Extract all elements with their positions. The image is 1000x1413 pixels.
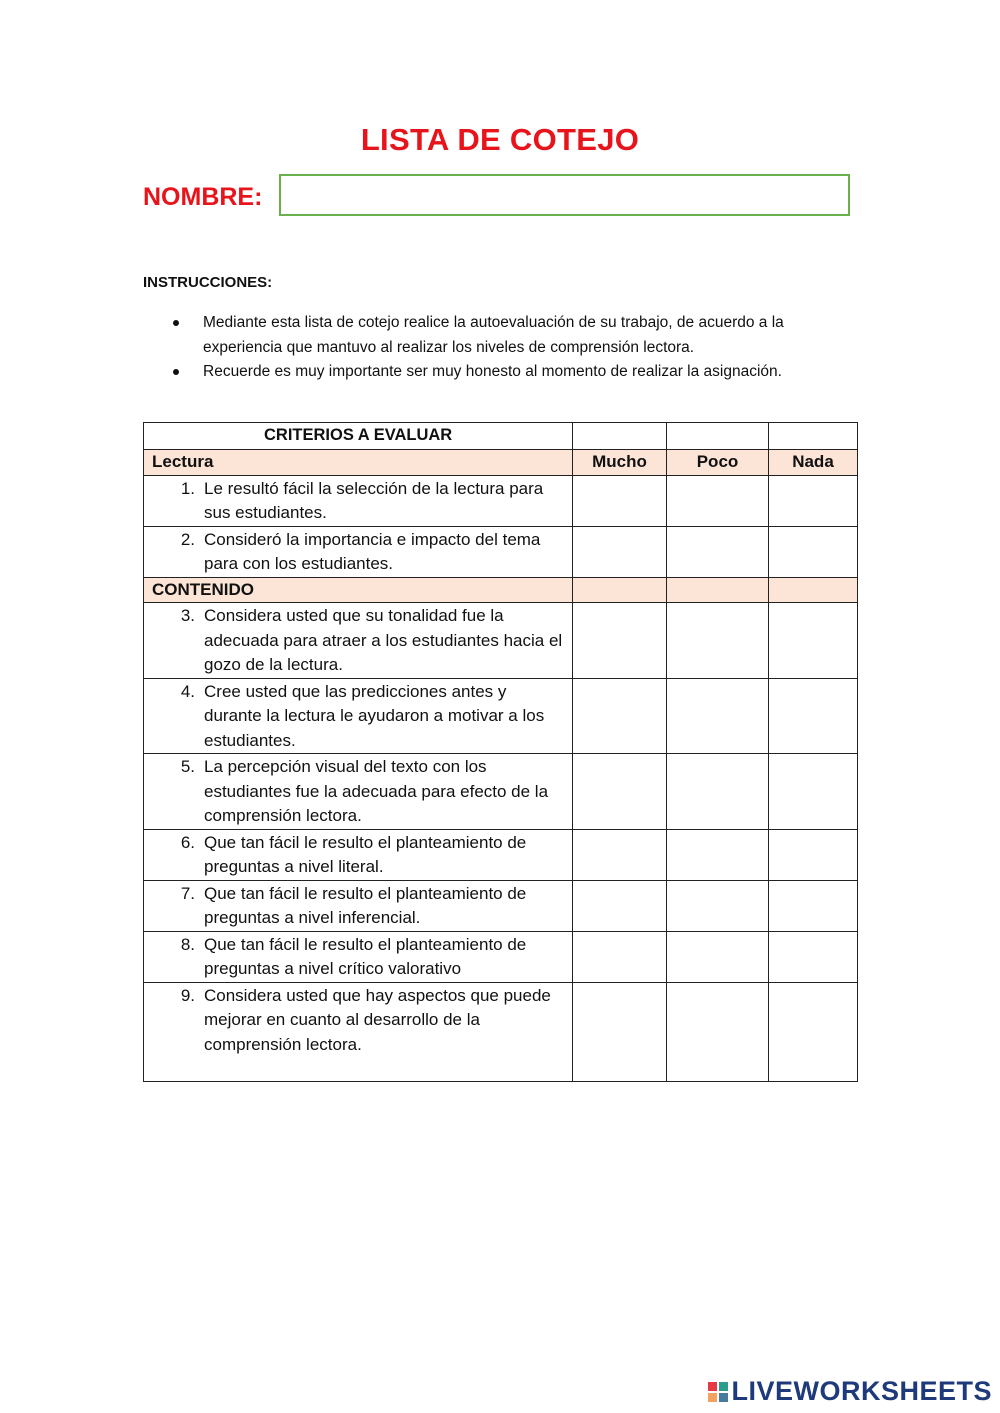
logo-icon	[708, 1382, 728, 1402]
liveworksheets-logo	[708, 1376, 992, 1407]
table-row	[144, 526, 858, 577]
answer-cell-nada[interactable]	[769, 880, 858, 931]
column-header-mucho: Mucho	[573, 450, 667, 476]
section-label: Lectura	[144, 450, 573, 476]
answer-cell-poco[interactable]	[667, 880, 769, 931]
section-empty-cell	[573, 577, 667, 603]
instruction-text: Recuerde es muy importante ser muy honesto al momento de realizar la asignación.	[203, 363, 782, 380]
criteria-header: CRITERIOS A EVALUAR	[144, 423, 573, 450]
logo-text: LIVEWORKSHEETS	[731, 1376, 992, 1406]
criterion-cell	[144, 931, 573, 982]
item-text: Considera usted que hay aspectos que puede mejorar en cuanto al desarrollo de la comprensión lectora.	[204, 985, 551, 1054]
item-number: 3.	[180, 606, 195, 625]
item-number: 9.	[180, 985, 195, 1005]
section-empty-cell	[769, 577, 858, 603]
answer-cell-mucho[interactable]	[573, 526, 667, 577]
item-text: Considera usted que su tonalidad fue la adecuada para atraer a los estudiantes hacia el gozo de la lectura.	[204, 606, 563, 674]
section-row-contenido	[144, 577, 858, 603]
table-row	[144, 880, 858, 931]
criterion-cell	[144, 603, 573, 679]
logo-square-3	[708, 1393, 717, 1402]
answer-cell-nada[interactable]	[769, 526, 858, 577]
item-number: 2.	[180, 529, 195, 549]
table-header-row	[144, 423, 858, 450]
item-text: Cree usted que las predicciones antes y durante la lectura le ayudaron a motivar a los estudiantes.	[204, 681, 545, 750]
answer-cell-nada[interactable]	[769, 678, 858, 754]
name-input[interactable]	[279, 174, 850, 216]
answer-cell-mucho[interactable]	[573, 829, 667, 880]
answer-cell-nada[interactable]	[769, 475, 858, 526]
section-label: CONTENIDO	[144, 577, 573, 603]
instruction-text: Mediante esta lista de cotejo realice la autoevaluación de su trabajo, de acuerdo a la experiencia que mantuvo al realizar los niveles de comprensión lectora.	[203, 314, 784, 356]
answer-cell-mucho[interactable]	[573, 678, 667, 754]
answer-cell-mucho[interactable]	[573, 880, 667, 931]
item-text: Que tan fácil le resulto el planteamiento de preguntas a nivel literal.	[204, 832, 527, 876]
criterion-cell	[144, 678, 573, 754]
table-row	[144, 603, 858, 679]
logo-square-2	[719, 1382, 728, 1391]
instruction-item	[143, 360, 863, 385]
answer-cell-nada[interactable]	[769, 603, 858, 679]
criterion-cell	[144, 982, 573, 1081]
item-number: 4.	[180, 681, 195, 701]
item-number: 6.	[180, 832, 195, 852]
answer-cell-mucho[interactable]	[573, 982, 667, 1081]
criterion-cell	[144, 880, 573, 931]
answer-cell-mucho[interactable]	[573, 475, 667, 526]
criterion-cell	[144, 754, 573, 830]
answer-cell-nada[interactable]	[769, 754, 858, 830]
item-number: 5.	[180, 757, 195, 776]
logo-square-4	[719, 1393, 728, 1402]
criterion-cell	[144, 829, 573, 880]
answer-cell-poco[interactable]	[667, 829, 769, 880]
header-empty-cell	[769, 423, 858, 450]
section-empty-cell	[667, 577, 769, 603]
item-text: Que tan fácil le resulto el planteamiento de preguntas a nivel crítico valorativo	[204, 934, 527, 978]
table-row	[144, 475, 858, 526]
item-text: Consideró la importancia e impacto del tema para con los estudiantes.	[204, 529, 541, 573]
criterion-cell	[144, 526, 573, 577]
answer-cell-nada[interactable]	[769, 829, 858, 880]
table-row	[144, 754, 858, 830]
item-number: 8.	[180, 934, 195, 954]
column-header-nada: Nada	[769, 450, 858, 476]
instructions-label: INSTRUCCIONES:	[143, 274, 273, 291]
answer-cell-poco[interactable]	[667, 526, 769, 577]
answer-cell-poco[interactable]	[667, 931, 769, 982]
answer-cell-poco[interactable]	[667, 603, 769, 679]
section-row-lectura	[144, 450, 858, 476]
name-label: NOMBRE:	[143, 183, 263, 211]
item-number: 7.	[180, 883, 195, 903]
item-text: Le resultó fácil la selección de la lectura para sus estudiantes.	[204, 478, 544, 522]
criterion-cell	[144, 475, 573, 526]
answer-cell-mucho[interactable]	[573, 603, 667, 679]
instructions-list	[143, 311, 863, 385]
answer-cell-nada[interactable]	[769, 982, 858, 1081]
header-empty-cell	[667, 423, 769, 450]
bullet-icon	[173, 320, 179, 326]
item-number: 1.	[180, 478, 195, 498]
answer-cell-nada[interactable]	[769, 931, 858, 982]
table-row	[144, 982, 858, 1081]
answer-cell-mucho[interactable]	[573, 754, 667, 830]
bullet-icon	[173, 369, 179, 375]
header-empty-cell	[573, 423, 667, 450]
answer-cell-poco[interactable]	[667, 754, 769, 830]
answer-cell-poco[interactable]	[667, 678, 769, 754]
item-text: La percepción visual del texto con los estudiantes fue la adecuada para efecto de la comprensión lectora.	[204, 757, 549, 825]
checklist-table	[143, 422, 858, 1082]
answer-cell-mucho[interactable]	[573, 931, 667, 982]
table-row	[144, 931, 858, 982]
instruction-item	[143, 311, 863, 360]
logo-square-1	[708, 1382, 717, 1391]
item-text: Que tan fácil le resulto el planteamiento de preguntas a nivel inferencial.	[204, 883, 527, 927]
page-title: LISTA DE COTEJO	[360, 122, 640, 157]
answer-cell-poco[interactable]	[667, 982, 769, 1081]
table-row	[144, 678, 858, 754]
answer-cell-poco[interactable]	[667, 475, 769, 526]
table-row	[144, 829, 858, 880]
column-header-poco: Poco	[667, 450, 769, 476]
